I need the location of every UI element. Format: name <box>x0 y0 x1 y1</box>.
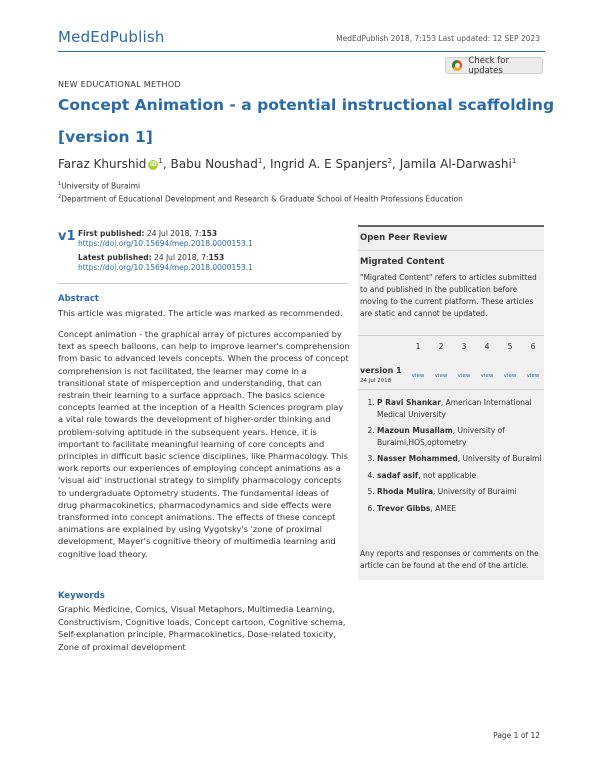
migrated-content-heading: Migrated Content <box>360 257 445 267</box>
affiliation <box>58 194 463 204</box>
reviewer-affiliation: , University of Buraimi <box>433 487 517 496</box>
panel-divider <box>358 389 544 390</box>
panel-divider <box>358 335 544 336</box>
first-published-cite-number: 153 <box>201 229 218 238</box>
author-name[interactable]: Babu Noushad <box>170 157 258 171</box>
migrated-content-description: "Migrated Content" refers to articles submitted to and published in the publication before moving to the current platform. These articles are static and cannot be updated. <box>360 273 537 318</box>
view-report-link[interactable]: view <box>457 373 471 379</box>
affiliation-mark: 2 <box>58 194 62 200</box>
journal-citation: MedEdPublish 2018, 7:153 Last updated: 12 SEP 2023 <box>336 34 540 43</box>
reviewer-list <box>363 397 555 519</box>
version-row-label: version 1 <box>360 366 402 375</box>
author-affiliation-mark: 2 <box>387 157 393 165</box>
first-doi-link[interactable]: https://doi.org/10.15694/mep.2018.0000153.1 <box>78 239 253 248</box>
affiliation-mark: 1 <box>58 181 62 187</box>
view-report-link[interactable]: view <box>480 373 494 379</box>
reviewer-name[interactable]: Trevor Gibbs <box>377 503 431 513</box>
keywords-heading: Keywords <box>58 591 105 601</box>
author-name[interactable]: Faraz Khurshid <box>58 157 147 171</box>
version-label: [version 1] <box>58 128 153 146</box>
view-report-link[interactable]: view <box>434 373 448 379</box>
article-type: NEW EDUCATIONAL METHOD <box>58 80 181 89</box>
check-for-updates-button[interactable] <box>445 57 543 74</box>
header-divider <box>58 51 545 52</box>
version-badge: v1 <box>58 229 76 244</box>
reviewer-column-header: 3 <box>461 342 467 351</box>
panel-divider <box>358 250 544 251</box>
pubinfo-divider <box>58 283 348 284</box>
reviewer-column-header: 2 <box>438 342 444 351</box>
latest-published-info <box>78 253 253 273</box>
latest-published-cite-number: 153 <box>208 253 225 262</box>
reviewer-column-header: 6 <box>530 342 536 351</box>
abstract-heading: Abstract <box>58 294 99 304</box>
page-number: Page 1 of 12 <box>493 731 540 740</box>
affiliation <box>58 181 140 191</box>
reviewer-name[interactable]: Mazoun Musallam <box>377 426 453 435</box>
peer-review-heading: Open Peer Review <box>360 233 448 243</box>
review-footer-note: Any reports and responses or comments on the article can be found at the end of the article. <box>360 549 539 570</box>
abstract-body <box>58 328 350 560</box>
reviewer-affiliation: , University of Buraimi,HOS,optometry <box>377 426 505 447</box>
reviewer-name[interactable]: Nasser Mohammed <box>377 454 458 463</box>
view-report-link[interactable]: view <box>526 373 540 379</box>
orcid-icon[interactable]: iD <box>149 161 157 168</box>
latest-published-label: Latest published: <box>78 253 152 262</box>
keywords-list: Graphic Medicine, Comics, Visual Metaphors, Multimedia Learning, Constructivism, Cognitive loads, Concept cartoon, Cognitive schema, Self-explanation principle, Pharmacokinetics, Dose-related toxicity, Zone of proximal development <box>58 604 346 652</box>
crossmark-icon <box>452 60 462 71</box>
author-affiliation-mark: 1 <box>511 157 517 165</box>
author-affiliation-mark: 1 <box>257 157 263 165</box>
affiliation-text: University of Buraimi <box>61 181 141 191</box>
author-name[interactable]: Jamila Al-Darwashi <box>399 157 512 171</box>
latest-published-cite: 7: <box>201 253 209 262</box>
latest-published-date: 24 Jul 2018, <box>154 253 199 262</box>
view-report-link[interactable]: view <box>503 373 517 379</box>
article-title: Concept Animation - a potential instructional scaffolding <box>58 96 555 114</box>
reviewer-affiliation: , American International Medical University <box>377 398 532 419</box>
author-affiliation-mark: 1 <box>158 157 163 165</box>
latest-doi-link[interactable]: https://doi.org/10.15694/mep.2018.0000153.1 <box>78 263 253 272</box>
reviewer-column-header: 5 <box>507 342 513 351</box>
reviewer-item <box>377 397 555 420</box>
reviewer-name[interactable]: sadaf asif <box>377 470 419 480</box>
migration-note: This article was migrated. The article was marked as recommended. <box>58 308 343 318</box>
reviewer-item <box>377 503 555 515</box>
first-published-label: First published: <box>78 229 145 238</box>
reviewer-item <box>377 470 555 482</box>
affiliation-text: Department of Educational Development and Research & Graduate School of Health Professions Education <box>61 194 463 204</box>
reviewer-column-header: 1 <box>415 342 421 351</box>
reviewer-item <box>377 486 555 498</box>
abstract-paragraph: Concept animation - the graphical array of pictures accompanied by text as speech balloons, can help to improve learner's comprehension from basic to advanced levels concepts. When the process of concept comprehension is not facilitated, the learner may come in a transitional state of misperception and understanding, that can restrain their learning to a surface approach. The basics science concepts learned at the inception of a Health Sciences program play a vital role towards the development of higher-order thinking and problem-solving aptitude in the subsequent years. Hence, it is important to facilitate meaningful learning of core concepts and principles in difficult basic science disciplines, like Pharmacology. This work reports our experiences of employing concept animations as a 'visual aid' instructional strategy to simplify pharmacology concepts to undergraduate Optometry students. The fundamental ideas of drug pharmacokinetics, pharmacodynamics and side effects were transformed into concept animations. The effects of these concept animations are explained by using Vygotsky's 'zone of proximal development, Mayer's cognitive theory of multimedia learning and cognitive load theory. <box>58 329 350 559</box>
reviewer-item <box>377 453 555 465</box>
journal-brand[interactable]: MedEdPublish <box>58 28 165 46</box>
first-published-info <box>78 229 253 249</box>
view-report-link[interactable]: view <box>411 373 425 379</box>
author-name[interactable]: Ingrid A. E Spanjers <box>269 157 388 171</box>
reviewer-affiliation: , University of Buraimi <box>457 454 542 463</box>
version-row-date: 24 Jul 2018 <box>360 378 392 384</box>
reviewer-name[interactable]: P Ravi Shankar <box>377 398 441 407</box>
author-list: Faraz Khurshid $iD^1$, Babu Noushad$^1$, Ingrid A. E Spanjers$^2$, Jamila Al-Darwashi$^1$ <box>58 157 517 171</box>
first-published-cite: 7: <box>194 229 202 238</box>
reviewer-affiliation: , not applicable <box>418 470 477 480</box>
reviewer-affiliation: , AMEE <box>430 503 457 513</box>
reviewer-name[interactable]: Rhoda Mulira <box>377 487 434 496</box>
check-for-updates-label: Check for updates <box>468 55 509 76</box>
reviewer-column-header: 4 <box>484 342 490 351</box>
first-published-date: 24 Jul 2018, <box>146 229 192 238</box>
reviewer-item <box>377 425 555 448</box>
